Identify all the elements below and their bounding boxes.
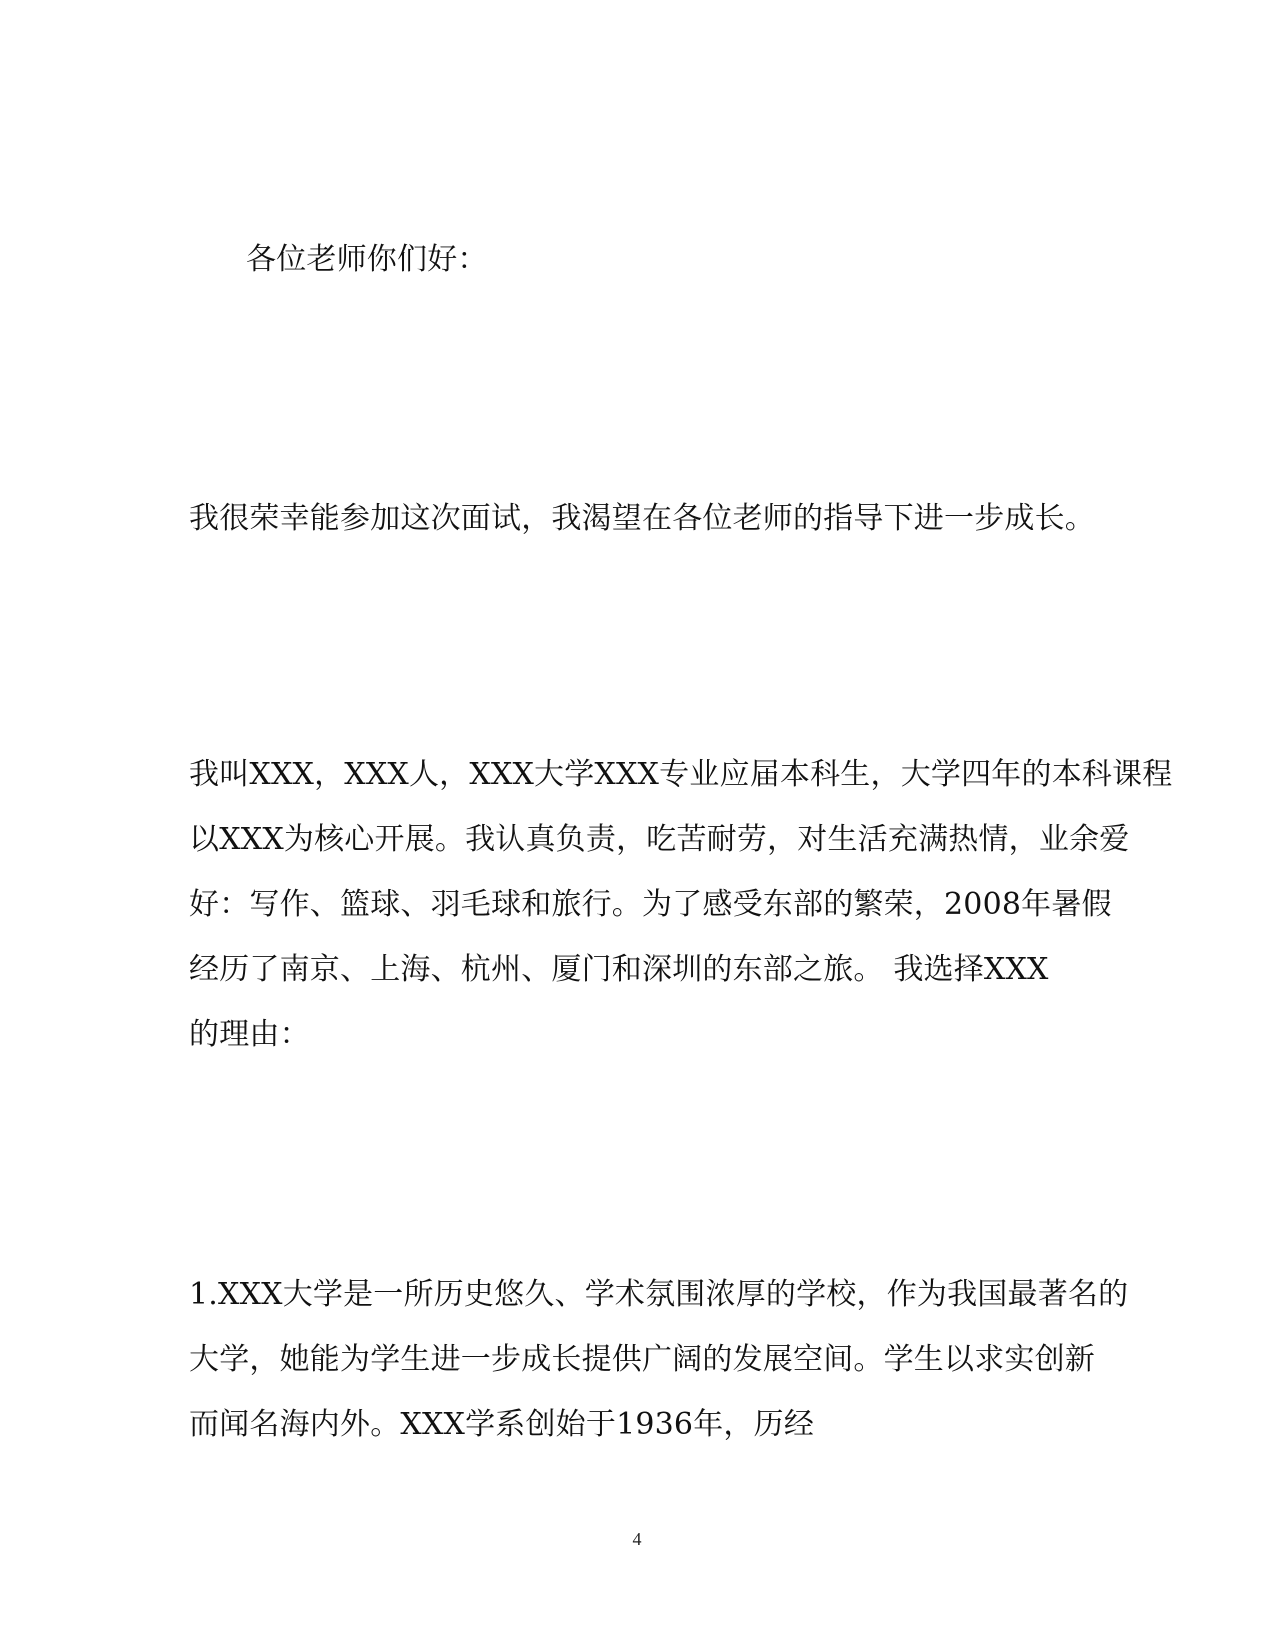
- paragraph-reason-line-1: 1.XXX大学是一所历史悠久、学术氛围浓厚的学校，作为我国最著名的: [189, 1277, 1129, 1312]
- salutation: 各位老师你们好：: [246, 242, 488, 277]
- paragraph-background-line-3: 好：写作、篮球、羽毛球和旅行。为了感受东部的繁荣，2008年暑假: [189, 887, 1112, 922]
- paragraph-background-line-1: 我叫XXX，XXX人，XXX大学XXX专业应届本科生，大学四年的本科课程: [189, 757, 1173, 792]
- paragraph-reason-line-2: 大学，她能为学生进一步成长提供广阔的发展空间。学生以求实创新: [189, 1342, 1095, 1377]
- paragraph-background-line-5: 的理由：: [189, 1017, 310, 1052]
- paragraph-reason-line-3: 而闻名海内外。XXX学系创始于1936年，历经: [189, 1407, 815, 1442]
- paragraph-intro: 我很荣幸能参加这次面试，我渴望在各位老师的指导下进一步成长。: [189, 501, 1095, 536]
- page-number: 4: [632, 1529, 642, 1549]
- paragraph-background-line-4: 经历了南京、上海、杭州、厦门和深圳的东部之旅。 我选择XXX: [189, 952, 1049, 987]
- paragraph-background-line-2: 以XXX为核心开展。我认真负责，吃苦耐劳，对生活充满热情，业余爱: [189, 822, 1130, 857]
